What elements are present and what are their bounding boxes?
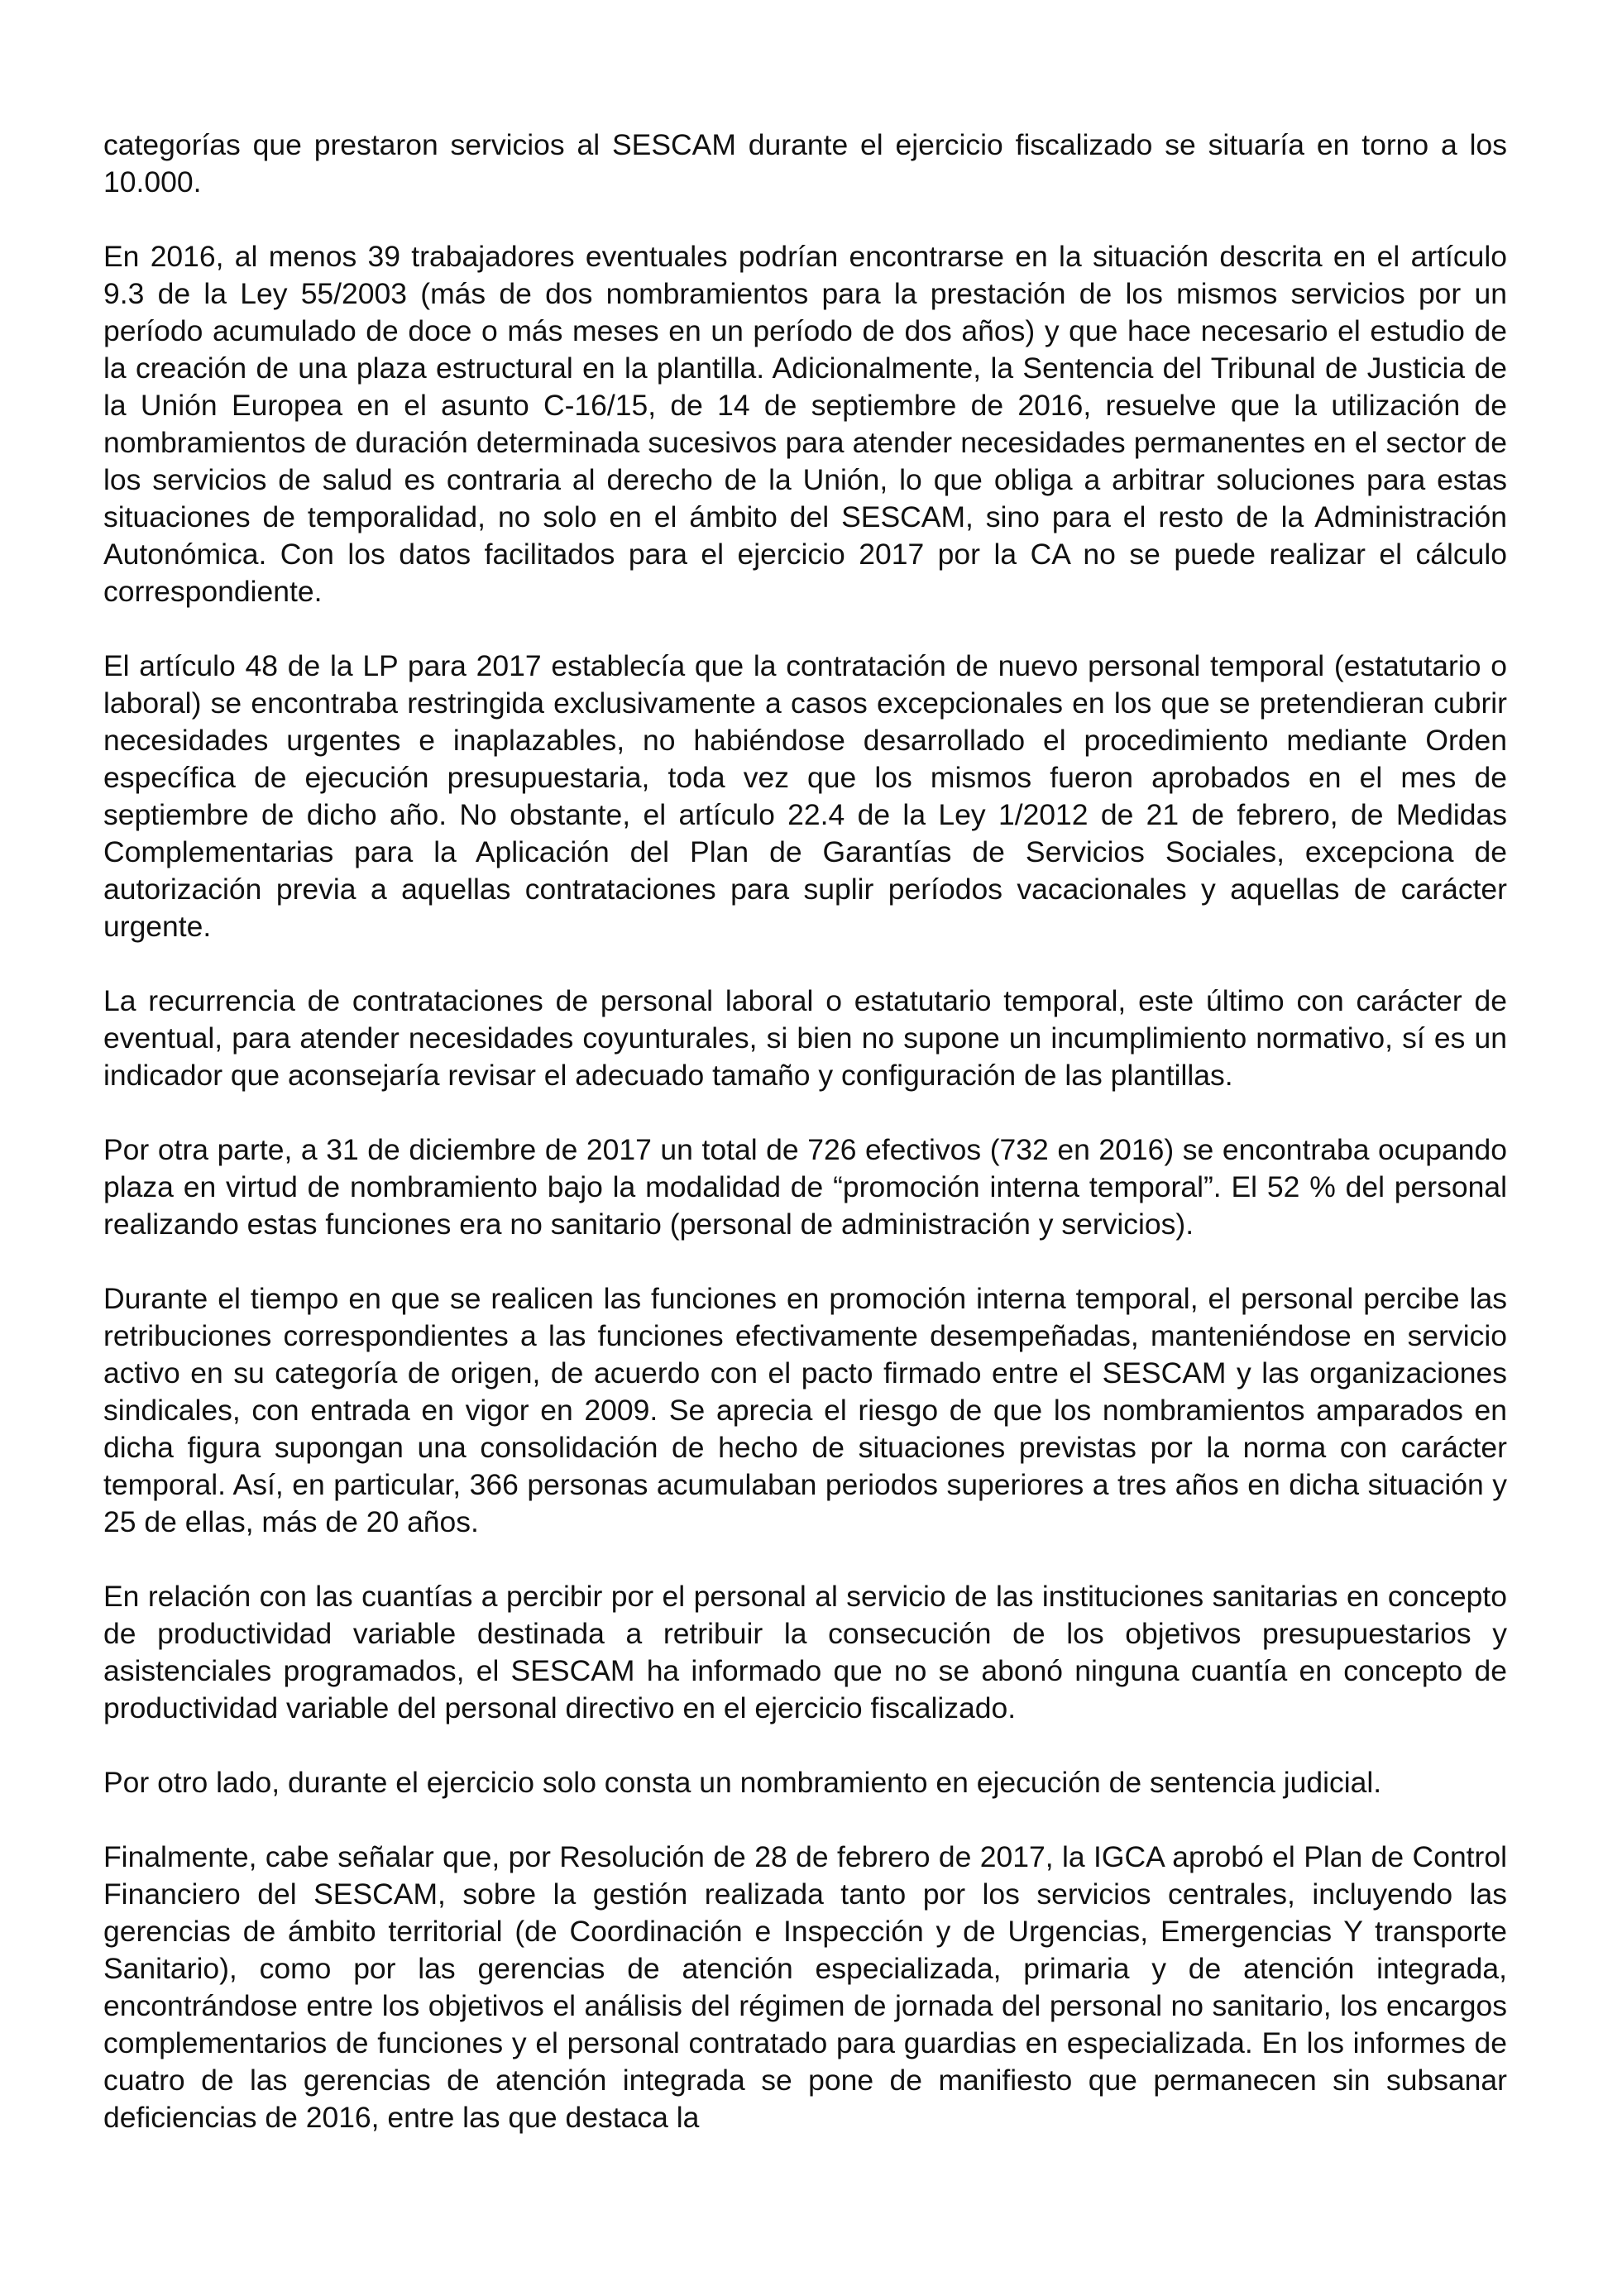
paragraph-intro-continuation: categorías que prestaron servicios al SESCAM durante el ejercicio fiscalizado se situaría en torno a los 10.000.: [103, 128, 1507, 199]
paragraph-recurrence: La recurrencia de contrataciones de personal laboral o estatutario temporal, este último con carácter de eventual, para atender necesidades coyunturales, si bien no supone un incumplimiento normativo, sí es un indicador que aconsejaría revisar el adecuado tamaño y configuración de las plantillas.: [103, 984, 1507, 1092]
paragraph-control-plan: Finalmente, cabe señalar que, por Resolución de 28 de febrero de 2017, la IGCA aprobó el Plan de Control Financiero del SESCAM, sobre la gestión realizada tanto por los servicios centrales, incluyendo las gerencias de ámbito territorial (de Coordinación e Inspección y de Urgencias, Emergencias Y transporte Sanitario), como por las gerencias de atención especializada, primaria y de atención integrada, encontrándose entre los objetivos el análisis del régimen de jornada del personal no sanitario, los encargos complementarios de funciones y el personal contratado para guardias en especializada. En los informes de cuatro de las gerencias de atención integrada se pone de manifiesto que permanecen sin subsanar deficiencias de 2016, entre las que destaca la: [103, 1840, 1507, 2134]
paragraph-remuneration: Durante el tiempo en que se realicen las funciones en promoción interna temporal, el personal percibe las retribuciones correspondientes a las funciones efectivamente desempeñadas, manteniéndose en servicio activo en su categoría de origen, de acuerdo con el pacto firmado entre el SESCAM y las organizaciones sindicales, con entrada en vigor en 2009. Se aprecia el riesgo de que los nombramientos amparados en dicha figura supongan una consolidación de hecho de situaciones previstas por la norma con carácter temporal. Así, en particular, 366 personas acumulaban periodos superiores a tres años en dicha situación y 25 de ellas, más de 20 años.: [103, 1282, 1507, 1538]
document-page: [103, 127, 1507, 2136]
paragraph-judicial-appointment: Por otro lado, durante el ejercicio solo consta un nombramiento en ejecución de sentencia judicial.: [103, 1766, 1382, 1799]
paragraph-article-48: El artículo 48 de la LP para 2017 establecía que la contratación de nuevo personal temporal (estatutario o laboral) se encontraba restringida exclusivamente a casos excepcionales en los que se pretendieran cubrir necesidades urgentes e inaplazables, no habiéndose desarrollado el procedimiento mediante Orden específica de ejecución presupuestaria, toda vez que los mismos fueron aprobados en el mes de septiembre de dicho año. No obstante, el artículo 22.4 de la Ley 1/2012 de 21 de febrero, de Medidas Complementarias para la Aplicación del Plan de Garantías de Servicios Sociales, excepciona de autorización previa a aquellas contrataciones para suplir períodos vacacionales y aquellas de carácter urgente.: [103, 649, 1507, 943]
paragraph-productivity: En relación con las cuantías a percibir por el personal al servicio de las instituciones sanitarias en concepto de productividad variable destinada a retribuir la consecución de los objetivos presupuestarios y asistenciales programados, el SESCAM ha informado que no se abonó ninguna cuantía en concepto de productividad variable del personal directivo en el ejercicio fiscalizado.: [103, 1580, 1507, 1724]
paragraph-internal-promotion: Por otra parte, a 31 de diciembre de 2017 un total de 726 efectivos (732 en 2016) se encontraba ocupando plaza en virtud de nombramiento bajo la modalidad de “promoción interna temporal”. El 52 % del personal realizando estas funciones era no sanitario (personal de administración y servicios).: [103, 1133, 1507, 1241]
paragraph-eventual-workers: En 2016, al menos 39 trabajadores eventuales podrían encontrarse en la situación descrita en el artículo 9.3 de la Ley 55/2003 (más de dos nombramientos para la prestación de los mismos servicios por un período acumulado de doce o más meses en un período de dos años) y que hace necesario el estudio de la creación de una plaza estructural en la plantilla. Adicionalmente, la Sentencia del Tribunal de Justicia de la Unión Europea en el asunto C-16/15, de 14 de septiembre de 2016, resuelve que la utilización de nombramientos de duración determinada sucesivos para atender necesidades permanentes en el sector de los servicios de salud es contraria al derecho de la Unión, lo que obliga a arbitrar soluciones para estas situaciones de temporalidad, no solo en el ámbito del SESCAM, sino para el resto de la Administración Autonómica. Con los datos facilitados para el ejercicio 2017 por la CA no se puede realizar el cálculo correspondiente.: [103, 240, 1507, 608]
